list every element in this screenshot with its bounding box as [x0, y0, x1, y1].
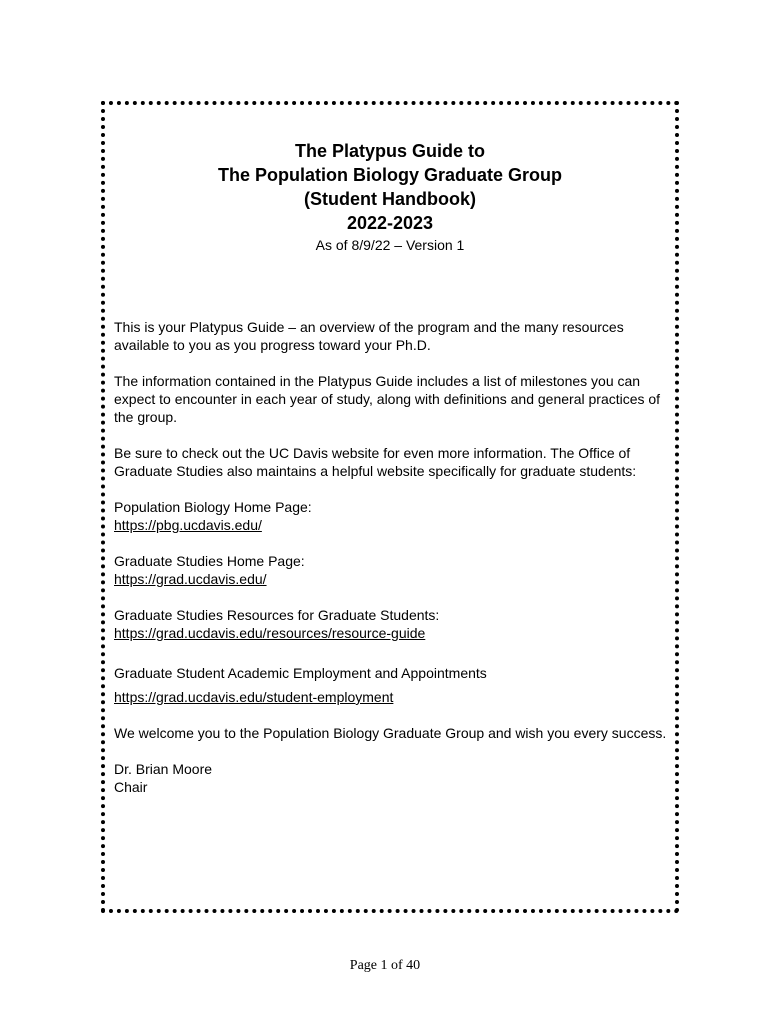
- intro-paragraph: This is your Platypus Guide – an overview of the program and the many resources available to you as you progress toward your Ph.D.: [114, 319, 624, 353]
- title-block: [105, 139, 675, 255]
- link-block-grad: [114, 552, 670, 588]
- closing-paragraph: We welcome you to the Population Biology Graduate Group and wish you every success.: [114, 725, 667, 741]
- link-label-employment: Graduate Student Academic Employment and Appointments: [114, 665, 487, 681]
- link-block-resources: [114, 606, 670, 642]
- version-note: As of 8/9/22 – Version 1: [315, 237, 465, 253]
- website-paragraph: Be sure to check out the UC Davis website for even more information. The Office of Graduate Studies also maintains a helpful website specifically for graduate students:: [114, 445, 637, 479]
- link-block-employment: [114, 664, 670, 706]
- link-student-employment[interactable]: https://grad.ucdavis.edu/student-employment: [114, 689, 394, 705]
- dotted-border-frame: [101, 101, 679, 913]
- link-label-pbg: Population Biology Home Page:: [114, 499, 312, 515]
- info-paragraph: The information contained in the Platypus Guide includes a list of milestones you can expect to encounter in each year of study, along with definitions and general practices of the group.: [114, 373, 661, 425]
- page-number: Page 1 of 40: [349, 958, 421, 973]
- link-block-pbg: [114, 498, 670, 534]
- signature-block: [114, 760, 670, 796]
- title-year: 2022-2023: [346, 213, 434, 233]
- link-label-resources: Graduate Studies Resources for Graduate Students:: [114, 607, 440, 623]
- link-grad-home[interactable]: https://grad.ucdavis.edu/: [114, 571, 267, 587]
- link-label-grad: Graduate Studies Home Page:: [114, 553, 305, 569]
- title-line-2: The Population Biology Graduate Group: [217, 165, 562, 185]
- signature-title: Chair: [114, 779, 148, 795]
- link-pbg-home[interactable]: https://pbg.ucdavis.edu/: [114, 517, 262, 533]
- body-text: [114, 318, 670, 796]
- title-line-1: The Platypus Guide to: [294, 141, 486, 161]
- title-line-3: (Student Handbook): [304, 189, 476, 209]
- signature-name: Dr. Brian Moore: [114, 761, 213, 777]
- link-resource-guide[interactable]: https://grad.ucdavis.edu/resources/resource-guide: [114, 625, 426, 641]
